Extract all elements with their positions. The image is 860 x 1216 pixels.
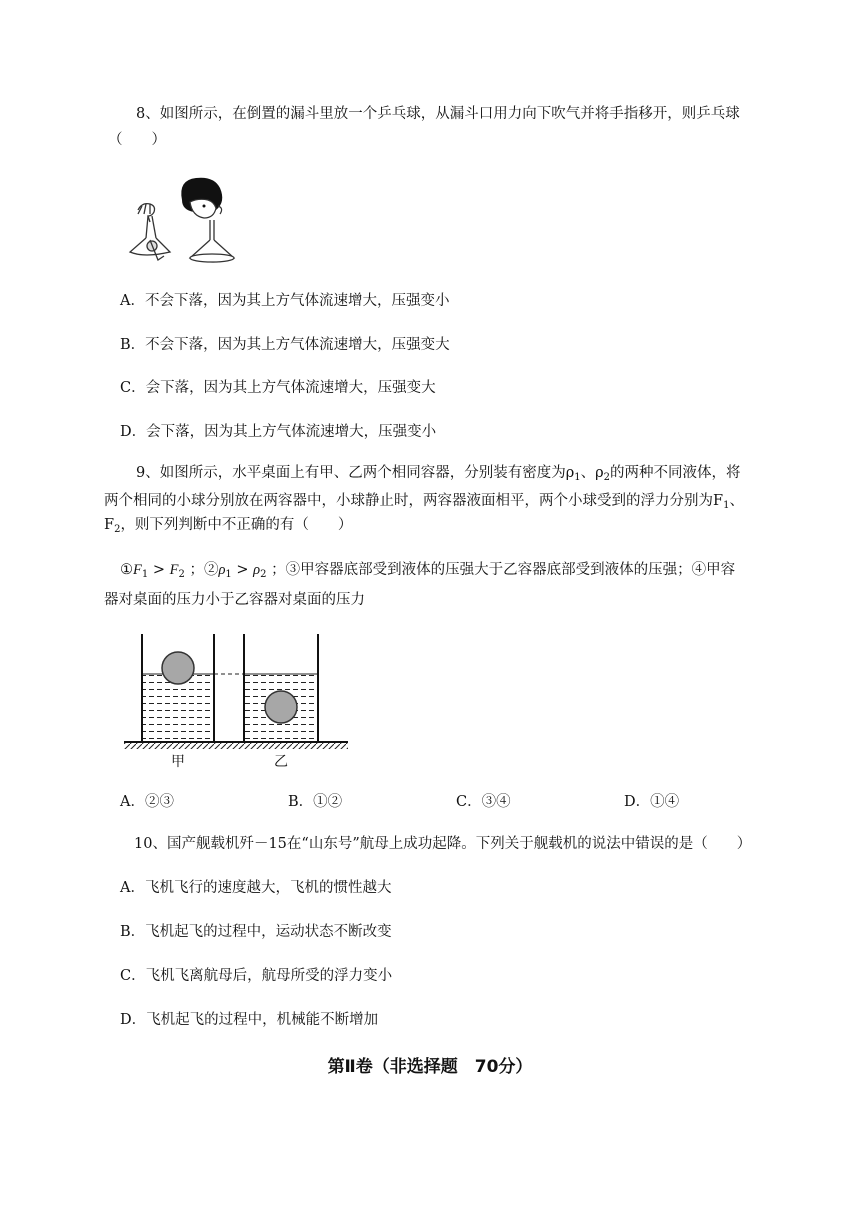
q9-option-b: B．①② bbox=[288, 794, 343, 810]
q9-option-d: D．①④ bbox=[624, 794, 680, 810]
ball-yi bbox=[265, 691, 297, 723]
rho1-symbol-subscript: 1 bbox=[225, 569, 232, 580]
table-hatching bbox=[124, 743, 348, 749]
rho1-subscript: 1 bbox=[574, 472, 581, 483]
f2-symbol-subscript: 2 bbox=[178, 569, 185, 580]
person-head-drawing bbox=[181, 178, 222, 218]
statement-3-4-text: ；③甲容器底部受到液体的压强大于乙容器底部受到液体的压强；④甲容 bbox=[266, 562, 736, 578]
q9-stem-text-a: 9、如图所示，水平桌面上有甲、乙两个相同容器，分别装有密度为ρ bbox=[136, 465, 575, 481]
q9-statements-line2: 器对桌面的压力小于乙容器对桌面的压力 bbox=[104, 592, 365, 608]
container-yi bbox=[244, 634, 318, 742]
q8-option-a: A．不会下落，因为其上方气体流速增大，压强变小 bbox=[120, 293, 450, 309]
q9-option-a: A．②③ bbox=[120, 794, 174, 810]
rho2-subscript: 2 bbox=[603, 472, 611, 483]
q10-option-d: D．飞机起飞的过程中，机械能不断增加 bbox=[120, 1012, 379, 1028]
statement-2-marker: ；② bbox=[184, 562, 219, 578]
q10-stem: 10、国产舰载机歼－15在“山东号”航母上成功起降。下列关于舰载机的说法中错误的是（ ） bbox=[134, 836, 752, 852]
q8-option-b: B．不会下落，因为其上方气体流速增大，压强变大 bbox=[120, 337, 450, 353]
q8-funnel-figure bbox=[126, 176, 238, 268]
label-yi: 乙 bbox=[274, 754, 288, 770]
ball-jia bbox=[162, 652, 194, 684]
q8-option-d: D．会下落，因为其上方气体流速增大，压强变小 bbox=[120, 424, 437, 440]
q9-stem-line2 bbox=[104, 491, 744, 516]
q9-stem-line3-text: ，则下列判断中不正确的有（ ） bbox=[120, 517, 353, 533]
q8-answer-paren: （ ） bbox=[108, 132, 166, 148]
rho2-symbol-subscript: 2 bbox=[260, 569, 267, 580]
section-heading: 第Ⅱ卷（非选择题 70分） bbox=[327, 1057, 533, 1077]
blow-funnel-drawing bbox=[190, 220, 234, 262]
q9-stem-text-c: 的两种不同液体，将 bbox=[610, 465, 741, 481]
f1-symbol: F bbox=[133, 562, 142, 578]
q9-option-c: C．③④ bbox=[456, 794, 511, 810]
q10-option-b: B．飞机起飞的过程中，运动状态不断改变 bbox=[120, 924, 392, 940]
label-jia: 甲 bbox=[171, 754, 185, 770]
q9-stem-line3 bbox=[104, 515, 352, 540]
q10-option-c: C．飞机飞离航母后，航母所受的浮力变小 bbox=[120, 968, 393, 984]
f1-subscript: 1 bbox=[723, 500, 730, 511]
q9-stem-text-b: 、ρ bbox=[580, 465, 604, 481]
f2-symbol: F bbox=[169, 562, 179, 578]
container-jia bbox=[142, 634, 214, 742]
rho2-symbol: ρ bbox=[253, 562, 261, 578]
q9-stem-line3-f: F bbox=[104, 517, 115, 533]
q9-stem-line1 bbox=[136, 463, 741, 488]
q9-stem-line2-text: 两个相同的小球分别放在两容器中，小球静止时，两容器液面相平，两个小球受到的浮力分别为F bbox=[104, 493, 724, 509]
q9-statements-line1 bbox=[120, 560, 735, 585]
q10-option-a: A．飞机飞行的速度越大，飞机的惯性越大 bbox=[120, 880, 392, 896]
greater-than-1: > bbox=[148, 562, 170, 578]
statement-1-marker: ① bbox=[120, 562, 133, 578]
greater-than-2: > bbox=[231, 562, 254, 578]
q9-stem-line2-end: 、 bbox=[729, 493, 744, 509]
f2-subscript: 2 bbox=[114, 524, 121, 535]
q8-option-c: C．会下落，因为其上方气体流速增大，压强变大 bbox=[120, 380, 436, 396]
q9-containers-figure bbox=[124, 630, 352, 770]
rho1-symbol: ρ bbox=[218, 562, 226, 578]
f1-symbol-subscript: 1 bbox=[141, 569, 149, 580]
hand-funnel-drawing bbox=[130, 204, 170, 260]
q8-stem: 8、如图所示，在倒置的漏斗里放一个乒乓球，从漏斗口用力向下吹气并将手指移开，则乒乓球 bbox=[136, 106, 740, 122]
